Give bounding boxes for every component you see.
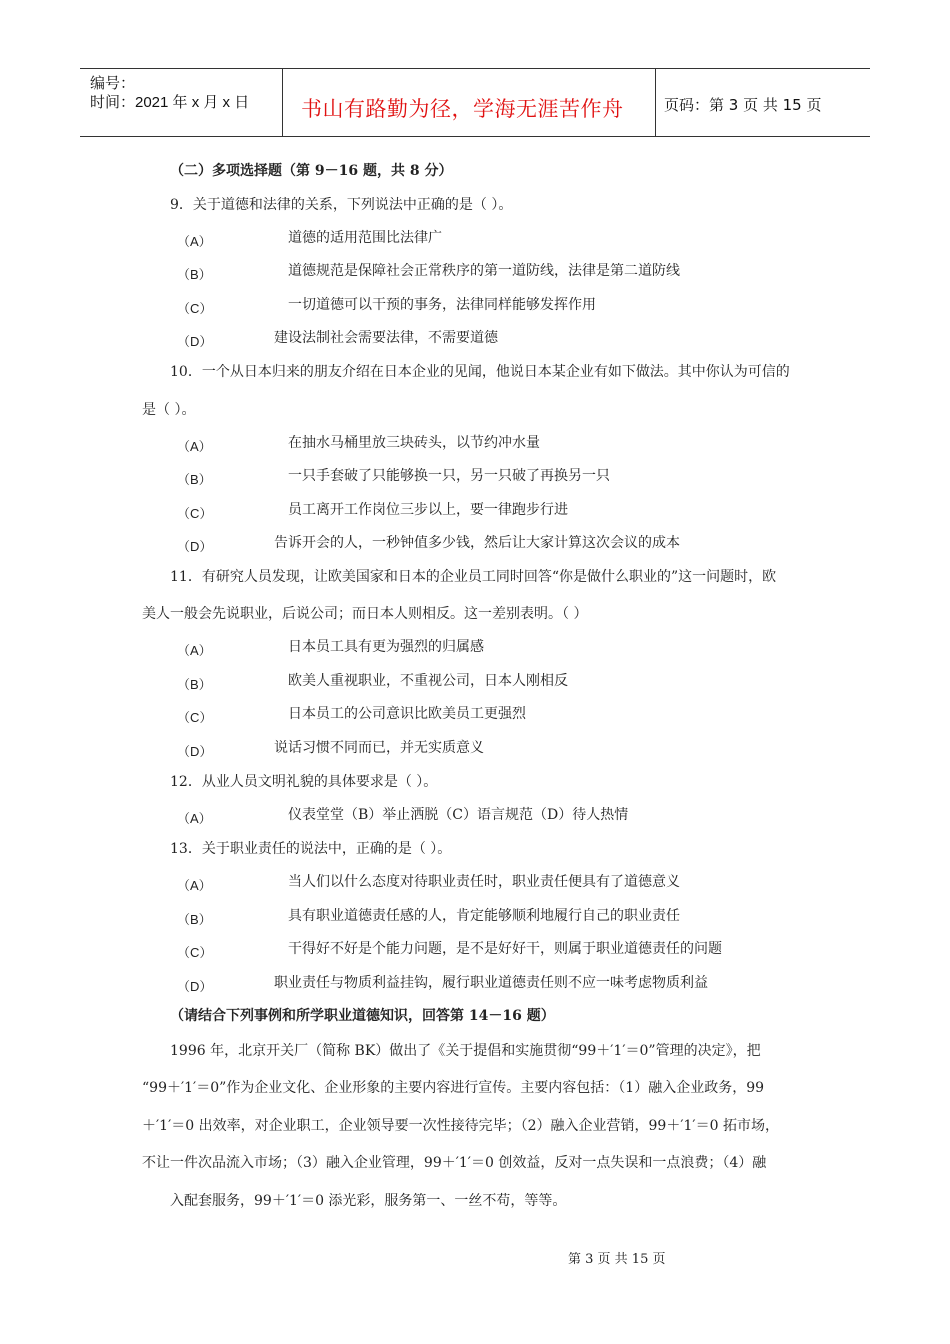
question-10-option-c-letter: （C） [177, 506, 213, 521]
section-title: （二）多项选择题（第 9－16 题，共 8 分） [170, 163, 453, 179]
case-line-4: 不让一件次品流入市场；（3）融入企业管理，99＋′1′＝0 创效益，反对一点失误和一点浪费；（4）融 [142, 1155, 767, 1171]
case-line-1: 1996 年，北京开关厂（简称 BK）做出了《关于提倡和实施贯彻“99＋′1′＝0”管理的决定》，把 [170, 1043, 761, 1059]
question-13-option-c-letter: （C） [177, 945, 213, 960]
question-10-option-a: 在抽水马桶里放三块砖头，以节约冲水量 [288, 435, 540, 451]
question-12-options: 仪表堂堂（B）举止洒脱（C）语言规范（D）待人热情 [288, 807, 629, 823]
question-10-option-b-letter: （B） [177, 472, 212, 487]
page-label: 页码：第 3 页 共 15 页 [664, 96, 822, 114]
header-top-border [80, 68, 870, 69]
case-line-3: ＋′1′＝0 出效率，对企业职工，企业领导要一次性接待完毕；（2）融入企业营销，99＋′1′＝0 拓市场， [142, 1118, 779, 1134]
page-footer: 第 3 页 共 15 页 [568, 1252, 666, 1267]
question-10-stem-cont: 是（ ）。 [142, 402, 196, 418]
question-10-option-d: 告诉开会的人，一秒钟值多少钱，然后让大家计算这次会议的成本 [274, 535, 680, 551]
question-9-option-d: 建设法制社会需要法律，不需要道德 [274, 330, 498, 346]
question-9-option-b-letter: （B） [177, 267, 212, 282]
question-11-option-a: 日本员工具有更为强烈的归属感 [288, 639, 484, 655]
question-10-option-d-letter: （D） [177, 539, 213, 554]
question-9-option-b: 道德规范是保障社会正常秩序的第一道防线，法律是第二道防线 [288, 263, 680, 279]
question-11-option-c-letter: （C） [177, 710, 213, 725]
question-11-option-b-letter: （B） [177, 677, 212, 692]
question-11-option-b: 欧美人重视职业，不重视公司，日本人刚相反 [288, 673, 568, 689]
question-13-option-a-letter: （A） [177, 878, 212, 893]
question-9-option-d-letter: （D） [177, 334, 213, 349]
question-11-option-d: 说话习惯不同而已，并无实质意义 [274, 740, 484, 756]
question-10-option-c: 员工离开工作岗位三步以上，要一律跑步行进 [288, 502, 568, 518]
case-line-5: 入配套服务，99＋′1′＝0 添光彩，服务第一、一丝不苟，等等。 [170, 1193, 567, 1209]
question-9-option-c-letter: （C） [177, 301, 213, 316]
question-10-option-a-letter: （A） [177, 439, 212, 454]
question-12-stem: 12．从业人员文明礼貌的具体要求是（ ）。 [170, 774, 438, 790]
question-13-option-b: 具有职业道德责任感的人，肯定能够顺利地履行自己的职业责任 [288, 908, 680, 924]
question-9-option-c: 一切道德可以干预的事务，法律同样能够发挥作用 [288, 297, 596, 313]
question-11-option-a-letter: （A） [177, 643, 212, 658]
header-divider-right [655, 68, 656, 136]
case-title: （请结合下列事例和所学职业道德知识，回答第 14－16 题） [170, 1008, 555, 1024]
question-10-option-b: 一只手套破了只能够换一只，另一只破了再换另一只 [288, 468, 610, 484]
serial-label: 编号： [90, 75, 136, 92]
question-9-stem: 9．关于道德和法律的关系，下列说法中正确的是（ ）。 [170, 197, 513, 213]
question-12-option-letter: （A） [177, 811, 212, 826]
header-bottom-border [80, 136, 870, 137]
question-11-stem-cont: 美人一般会先说职业，后说公司；而日本人则相反。这一差别表明。（ ） [142, 606, 588, 622]
time-label: 时间：2021 年 x 月 x 日 [90, 94, 250, 111]
header-divider-left [282, 68, 283, 136]
question-9-option-a: 道德的适用范围比法律广 [288, 230, 442, 246]
question-11-stem: 11．有研究人员发现，让欧美国家和日本的企业员工同时回答“你是做什么职业的”这一问题时，欧 [170, 569, 777, 585]
question-13-option-b-letter: （B） [177, 912, 212, 927]
question-11-option-c: 日本员工的公司意识比欧美员工更强烈 [288, 706, 526, 722]
question-13-stem: 13．关于职业责任的说法中，正确的是（ ）。 [170, 841, 452, 857]
question-13-option-c: 干得好不好是个能力问题，是不是好好干，则属于职业道德责任的问题 [288, 941, 722, 957]
question-13-option-a: 当人们以什么态度对待职业责任时，职业责任便具有了道德意义 [288, 874, 680, 890]
question-13-option-d: 职业责任与物质利益挂钩，履行职业道德责任则不应一味考虑物质利益 [274, 975, 708, 991]
motto: 书山有路勤为径，学海无涯苦作舟 [301, 97, 624, 121]
question-13-option-d-letter: （D） [177, 979, 213, 994]
question-10-stem: 10．一个从日本归来的朋友介绍在日本企业的见闻，他说日本某企业有如下做法。其中你认为可信的 [170, 364, 790, 380]
case-line-2: “99＋′1′＝0”作为企业文化、企业形象的主要内容进行宣传。主要内容包括：（1）融入企业政务，99 [142, 1080, 765, 1096]
question-11-option-d-letter: （D） [177, 744, 213, 759]
question-9-option-a-letter: （A） [177, 234, 212, 249]
